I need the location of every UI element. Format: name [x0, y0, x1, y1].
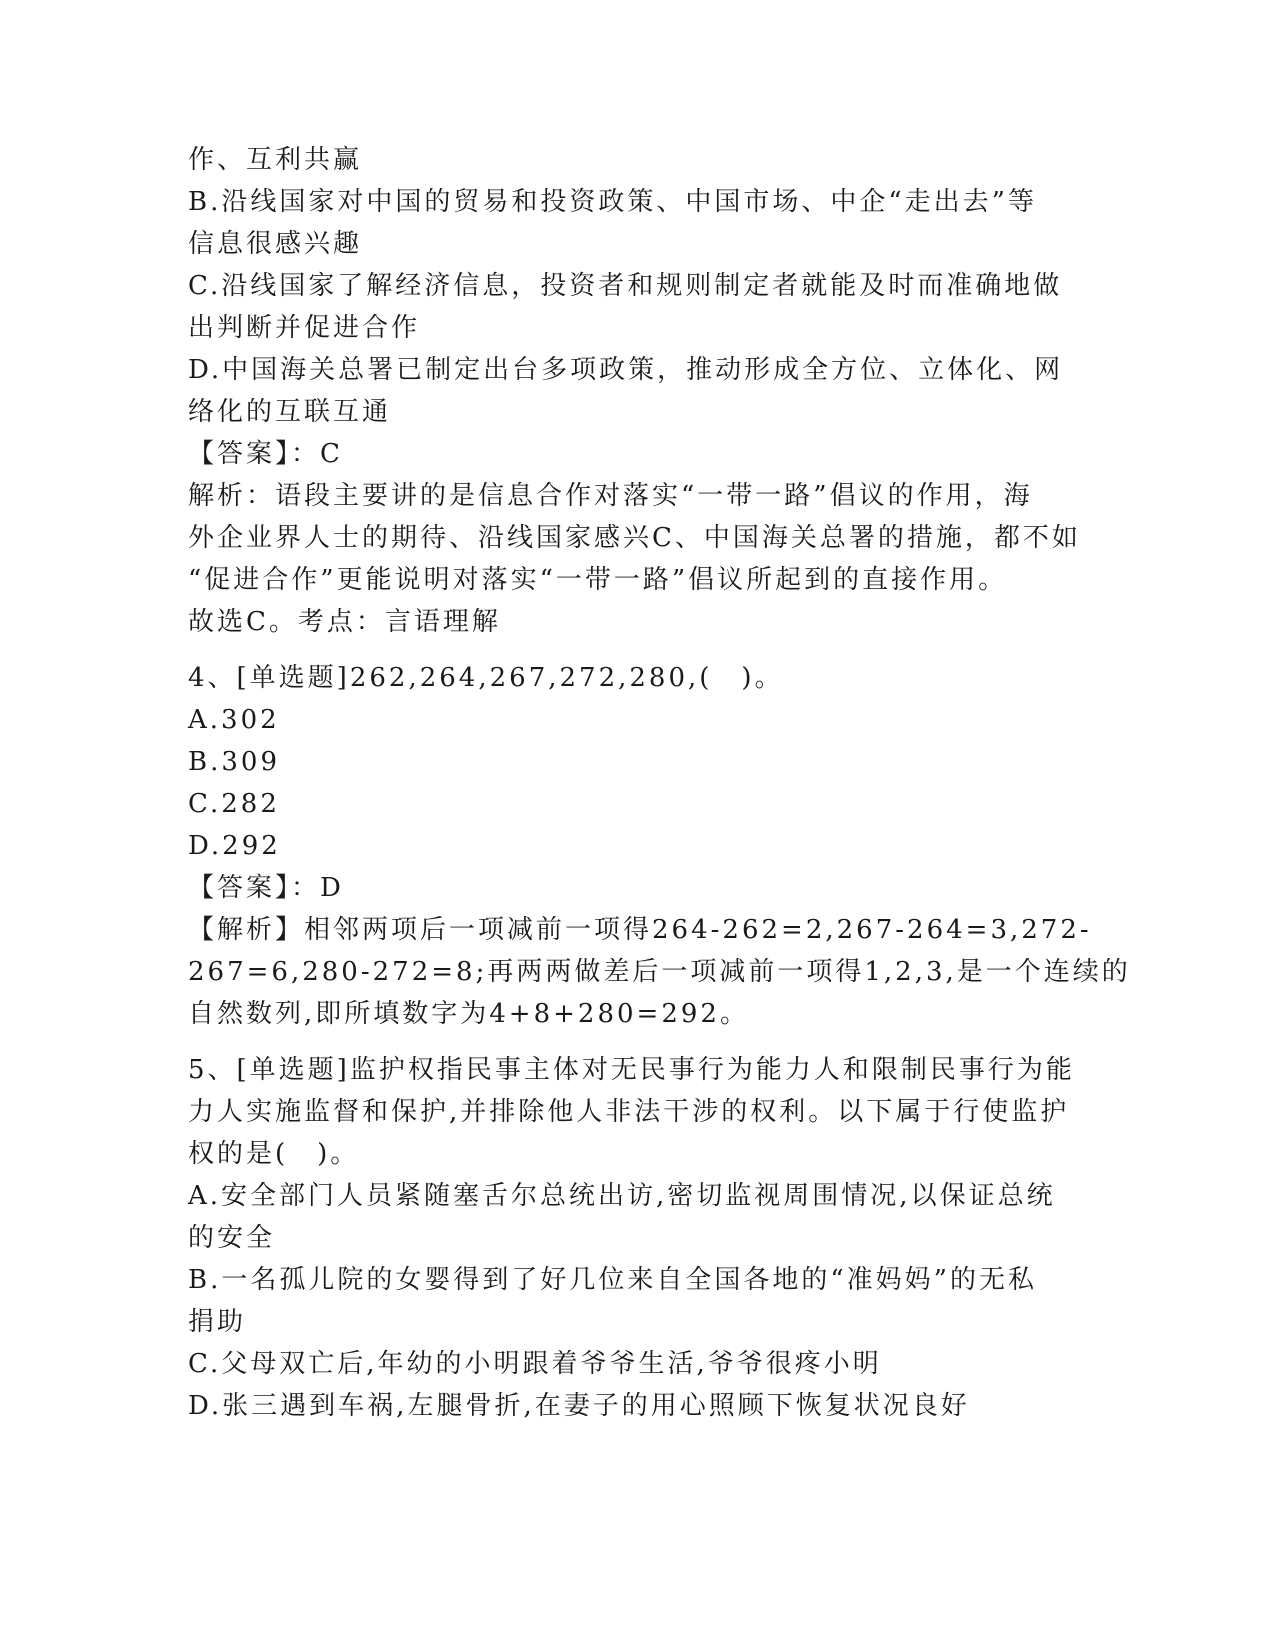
q4-option-d: D.292 [188, 831, 281, 861]
q5-option-c: C.父母双亡后,年幼的小明跟着爷爷生活,爷爷很疼小明 [188, 1349, 882, 1379]
q4-stem: 4、[单选题]262,264,267,272,280,( )。 [188, 663, 784, 693]
q3-option-b-line-2: 信息很感兴趣 [188, 229, 363, 259]
q3-option-c-line-1: C.沿线国家了解经济信息，投资者和规则制定者就能及时而准确地做 [188, 271, 1063, 301]
q3-option-d-line-2: 络化的互联互通 [188, 397, 392, 427]
q4-option-c: C.282 [188, 789, 280, 819]
q4-analysis-line-1: 【解析】相邻两项后一项减前一项得264-262=2,267-264=3,272- [188, 915, 1092, 945]
q3-analysis-line-2: 外企业界人士的期待、沿线国家感兴C、中国海关总署的措施，都不如 [188, 523, 1081, 553]
q4-analysis-line-2: 267=6,280-272=8;再两两做差后一项减前一项得1,2,3,是一个连续的 [188, 957, 1131, 987]
q3-analysis-line-4: 故选C。考点：言语理解 [188, 607, 501, 637]
q5-option-a-line-1: A.安全部门人员紧随塞舌尔总统出访,密切监视周围情况,以保证总统 [188, 1181, 1056, 1211]
q3-option-c-line-2: 出判断并促进合作 [188, 313, 421, 343]
q5-stem-line-3: 权的是( )。 [188, 1139, 360, 1169]
q3-answer: 【答案】：C [188, 439, 343, 469]
q5-stem-line-1: 5、[单选题]监护权指民事主体对无民事行为能力人和限制民事行为能 [188, 1055, 1075, 1085]
q4-answer: 【答案】：D [188, 873, 344, 903]
q3-option-d-line-1: D.中国海关总署已制定出台多项政策，推动形成全方位、立体化、网 [188, 355, 1064, 385]
q5-option-b-line-2: 捐助 [188, 1307, 247, 1337]
q4-analysis-line-3: 自然数列,即所填数字为4+8+280=292。 [188, 999, 749, 1029]
q3-analysis-line-1: 解析：语段主要讲的是信息合作对落实“一带一路”倡议的作用，海 [188, 481, 1033, 511]
q5-option-a-line-2: 的安全 [188, 1223, 276, 1253]
q3-option-b-line-1: B.沿线国家对中国的贸易和投资政策、中国市场、中企“走出去”等 [188, 187, 1037, 217]
q5-stem-line-2: 力人实施监督和保护,并排除他人非法干涉的权利。以下属于行使监护 [188, 1097, 1070, 1127]
q4-option-b: B.309 [188, 747, 280, 777]
q5-option-b-line-1: B.一名孤儿院的女婴得到了好几位来自全国各地的“准妈妈”的无私 [188, 1265, 1037, 1295]
q5-option-d: D.张三遇到车祸,左腿骨折,在妻子的用心照顾下恢复状况良好 [188, 1391, 970, 1421]
q3-option-a-tail: 作、互利共赢 [188, 145, 363, 175]
q4-option-a: A.302 [188, 705, 280, 735]
q3-analysis-line-3: “促进合作”更能说明对落实“一带一路”倡议所起到的直接作用。 [188, 565, 1008, 595]
